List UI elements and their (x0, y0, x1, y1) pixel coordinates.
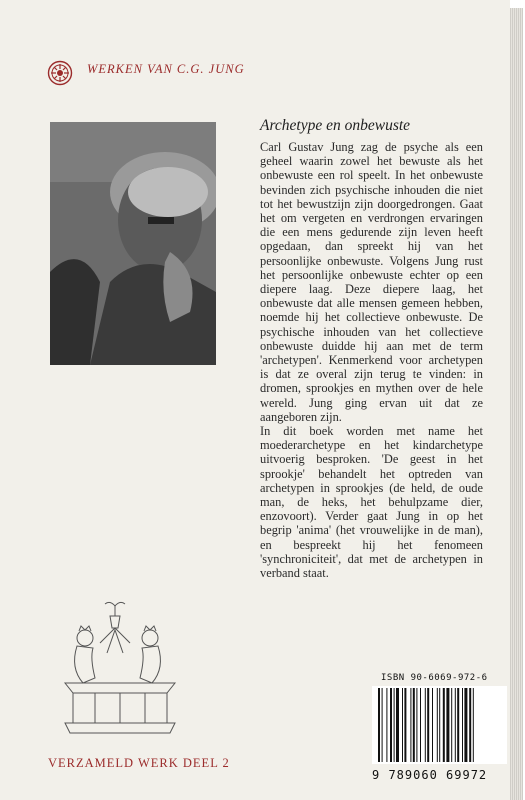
isbn-label: ISBN 90-6069-972-6 (381, 673, 488, 683)
volume-label: VERZAMELD WERK DEEL 2 (48, 756, 230, 770)
blurb-paragraph: Carl Gustav Jung zag de psyche als een geheel waarin zowel het bewuste als het onbewuste een rol speelt. In het onbewuste bevinden zich psychische inhouden die niet tot het bewustzijn zijn doorgedrongen. Gaat het om vergeten en verdrongen ervaringen die een mens gedurende zijn leven heeft opgedaan, dan spreekt hij van het persoonlijke onbewuste. Volgens Jung rust het persoonlijke onbewuste echter op een diepere laag. Deze diepere laag, het onbewuste dat alle mensen gemeen hebben, noemde hij het collectieve onbewuste. De psychische inhouden van het collectieve onbewuste duidde hij aan met de term 'archetypen'. Kenmerkend voor archetypen is dat ze overal zijn terug te vinden: in dromen, sprookjes en mythen over de hele wereld. Jung ging ervan uit dat ze aangeboren zijn. (260, 140, 483, 424)
barcode (372, 686, 507, 764)
circular-emblem-icon (47, 60, 73, 86)
section-title: Archetype en onbewuste (260, 117, 411, 134)
blurb-paragraph: In dit boek worden met name het moederarchetype en het kindarchetype uitvoerig besproken. 'De geest in het sprookje' behandelt het optreden van archetypen in sprookjes (de held, de oude man, de heks, het behulpzame dier, enzovoort). Verder gaat Jung in op het begrip 'anima' (het vrouwelijke in de man), en bespreekt hij het fenomeen 'synchroniciteit', dat met de archetypen in verband staat. (260, 424, 483, 581)
series-title: WERKEN VAN C.G. JUNG (87, 62, 245, 76)
author-portrait-photo (50, 122, 216, 365)
barcode-number: 9 789060 69972 (372, 768, 488, 782)
blurb-text (260, 140, 483, 580)
alchemical-fountain-illustration (55, 598, 185, 738)
